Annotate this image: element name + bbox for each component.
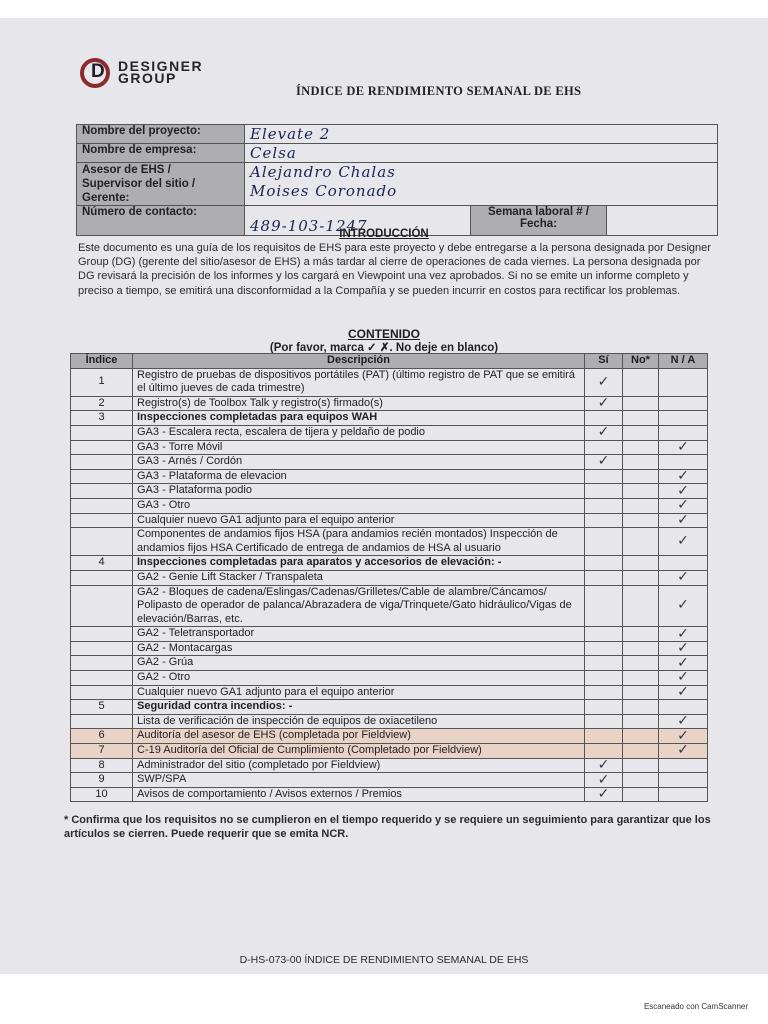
table-row [71, 773, 708, 788]
row-na-checkbox[interactable] [659, 758, 708, 773]
row-description: Avisos de comportamiento / Avisos externos / Premios [133, 787, 585, 802]
row-index [71, 714, 133, 729]
table-row [71, 641, 708, 656]
advisor-label-line-3: Gerente: [82, 192, 130, 204]
section-row [71, 411, 708, 426]
row-description: Registro de pruebas de dispositivos portátiles (PAT) (último registro de PAT que se emitirá el último jueves de cada trimestre) [133, 368, 585, 396]
row-yes-checkbox[interactable]: ✓ [585, 787, 623, 802]
row-description: Componentes de andamios fijos HSA (para andamios recién montados) Inspección de andamios fijos HSA Certificado de entrega de andamios de HSA al usuario [133, 528, 585, 556]
row-index [71, 570, 133, 585]
row-na-checkbox[interactable]: ✓ [659, 714, 708, 729]
row-description: Auditoría del asesor de EHS (completada por Fieldview) [133, 729, 585, 744]
contact-value[interactable]: 489-103-1247 [245, 206, 471, 236]
row-index [71, 498, 133, 513]
row-yes-checkbox[interactable] [585, 585, 623, 627]
table-row [71, 585, 708, 627]
row-no-checkbox[interactable] [623, 773, 659, 788]
row-no-checkbox[interactable] [623, 627, 659, 642]
row-yes-checkbox[interactable] [585, 513, 623, 528]
row-no-checkbox[interactable] [623, 513, 659, 528]
row-index [71, 513, 133, 528]
row-no-checkbox[interactable] [623, 787, 659, 802]
row-index: 9 [71, 773, 133, 788]
logo-line-2: GROUP [118, 70, 177, 86]
row-description: GA2 - Grúa [133, 656, 585, 671]
row-description: Seguridad contra incendios: - [133, 700, 585, 715]
row-yes-checkbox[interactable] [585, 469, 623, 484]
row-index: 8 [71, 758, 133, 773]
row-index [71, 440, 133, 455]
row-index [71, 455, 133, 470]
row-no-checkbox[interactable] [623, 585, 659, 627]
row-description: GA3 - Plataforma de elevacion [133, 469, 585, 484]
section-row [71, 556, 708, 571]
row-index [71, 585, 133, 627]
row-yes-checkbox[interactable] [585, 641, 623, 656]
row-yes-checkbox[interactable]: ✓ [585, 368, 623, 396]
row-description: Registro(s) de Toolbox Talk y registro(s) firmado(s) [133, 396, 585, 411]
logo-text [118, 60, 203, 84]
row-index [71, 484, 133, 499]
row-yes-checkbox[interactable] [585, 556, 623, 571]
row-na-checkbox[interactable] [659, 787, 708, 802]
table-row [71, 744, 708, 759]
table-row [71, 729, 708, 744]
row-description: GA3 - Escalera recta, escalera de tijera y peldaño de podio [133, 425, 585, 440]
row-no-checkbox[interactable] [623, 656, 659, 671]
introduction-heading: INTRODUCCIÓN [339, 228, 429, 240]
section-row [71, 700, 708, 715]
row-index: 2 [71, 396, 133, 411]
row-index: 10 [71, 787, 133, 802]
advisor-label [77, 163, 245, 206]
row-description: C-19 Auditoría del Oficial de Cumplimiento (Completado por Fieldview) [133, 744, 585, 759]
row-index [71, 641, 133, 656]
row-yes-checkbox[interactable] [585, 411, 623, 426]
footnote: * Confirma que los requisitos no se cumplieron en el tiempo requerido y se requiere un seguimiento para garantizar que los artículos se cierren. Puede requerir que se emita NCR. [64, 814, 711, 840]
row-na-checkbox[interactable] [659, 425, 708, 440]
row-yes-checkbox[interactable] [585, 528, 623, 556]
column-header-no: No* [623, 354, 659, 369]
table-row [71, 656, 708, 671]
row-no-checkbox[interactable] [623, 440, 659, 455]
row-description: Inspecciones completadas para equipos WAH [133, 411, 585, 426]
table-row [71, 627, 708, 642]
row-index: 6 [71, 729, 133, 744]
row-yes-checkbox[interactable]: ✓ [585, 758, 623, 773]
contents-rows [71, 368, 708, 802]
row-no-checkbox[interactable] [623, 556, 659, 571]
week-label: Semana laboral # / Fecha: [471, 206, 607, 236]
row-na-checkbox[interactable]: ✓ [659, 641, 708, 656]
row-no-checkbox[interactable] [623, 469, 659, 484]
row-index [71, 685, 133, 700]
advisor-label-line-2: Supervisor del sitio / [82, 178, 196, 190]
column-header-index: Índice [71, 354, 133, 369]
column-header-na: N / A [659, 354, 708, 369]
row-na-checkbox[interactable]: ✓ [659, 627, 708, 642]
row-yes-checkbox[interactable] [585, 714, 623, 729]
table-row [71, 758, 708, 773]
row-no-checkbox[interactable] [623, 528, 659, 556]
row-no-checkbox[interactable] [623, 368, 659, 396]
column-header-description: Descripción [133, 354, 585, 369]
manager-value: Moises Coronado [250, 182, 398, 200]
row-na-checkbox[interactable] [659, 411, 708, 426]
row-na-checkbox[interactable]: ✓ [659, 528, 708, 556]
row-yes-checkbox[interactable]: ✓ [585, 455, 623, 470]
logo-line-1: DESIGNER [118, 58, 204, 74]
table-row [71, 455, 708, 470]
contact-label: Número de contacto: [77, 206, 245, 236]
row-yes-checkbox[interactable] [585, 627, 623, 642]
row-no-checkbox[interactable] [623, 498, 659, 513]
row-description: GA3 - Arnés / Cordón [133, 455, 585, 470]
table-row [71, 787, 708, 802]
row-description: GA3 - Torre Móvil [133, 440, 585, 455]
row-yes-checkbox[interactable] [585, 440, 623, 455]
row-no-checkbox[interactable] [623, 685, 659, 700]
designer-group-logo [80, 58, 230, 92]
row-na-checkbox[interactable] [659, 396, 708, 411]
column-header-yes: Sí [585, 354, 623, 369]
introduction-body: Este documento es una guía de los requisitos de EHS para este proyecto y debe entregarse a la persona designada por Designer Group (DG) (gerente del sitio/asesor de EHS) a más tardar al cierre de operaciones de cada viernes. La persona designada por DG revisará la precisión de los informes y los cargará en Viewpoint una vez aprobados. Si no se emite un informe completo y preciso a tiempo, se emitirá una disconformidad a la Compañía y se pueden incurrir en costos para rectificar los problemas. [78, 242, 711, 297]
row-yes-checkbox[interactable]: ✓ [585, 396, 623, 411]
row-index: 7 [71, 744, 133, 759]
row-yes-checkbox[interactable] [585, 729, 623, 744]
row-no-checkbox[interactable] [623, 455, 659, 470]
row-yes-checkbox[interactable] [585, 700, 623, 715]
row-description: Cualquier nuevo GA1 adjunto para el equipo anterior [133, 513, 585, 528]
row-na-checkbox[interactable]: ✓ [659, 469, 708, 484]
row-yes-checkbox[interactable] [585, 656, 623, 671]
table-row [71, 714, 708, 729]
row-na-checkbox[interactable]: ✓ [659, 585, 708, 627]
row-index [71, 528, 133, 556]
row-description: GA3 - Plataforma podio [133, 484, 585, 499]
row-description: Lista de verificación de inspección de equipos de oxiacetileno [133, 714, 585, 729]
row-na-checkbox[interactable]: ✓ [659, 570, 708, 585]
row-index: 4 [71, 556, 133, 571]
row-index [71, 627, 133, 642]
row-na-checkbox[interactable] [659, 773, 708, 788]
logo-mark-icon [80, 58, 110, 88]
row-yes-checkbox[interactable] [585, 498, 623, 513]
contents-instruction: (Por favor, marca ✓ ✗. No deje en blanco) [269, 342, 499, 354]
row-index: 5 [71, 700, 133, 715]
row-yes-checkbox[interactable] [585, 671, 623, 686]
table-row [71, 528, 708, 556]
row-description: Inspecciones completadas para aparatos y accesorios de elevación: - [133, 556, 585, 571]
table-row [71, 484, 708, 499]
row-description: Administrador del sitio (completado por Fieldview) [133, 758, 585, 773]
table-row [71, 671, 708, 686]
row-description: GA2 - Genie Lift Stacker / Transpaleta [133, 570, 585, 585]
row-index [71, 469, 133, 484]
table-row [71, 570, 708, 585]
row-description: GA2 - Otro [133, 671, 585, 686]
row-no-checkbox[interactable] [623, 411, 659, 426]
row-description: SWP/SPA [133, 773, 585, 788]
table-row [71, 396, 708, 411]
row-no-checkbox[interactable] [623, 425, 659, 440]
row-no-checkbox[interactable] [623, 729, 659, 744]
row-description: GA2 - Teletransportador [133, 627, 585, 642]
row-na-checkbox[interactable] [659, 455, 708, 470]
row-no-checkbox[interactable] [623, 671, 659, 686]
advisor-value: Alejandro Chalas [250, 163, 396, 181]
row-na-checkbox[interactable]: ✓ [659, 484, 708, 499]
row-index [71, 656, 133, 671]
row-na-checkbox[interactable] [659, 368, 708, 396]
row-yes-checkbox[interactable]: ✓ [585, 773, 623, 788]
row-na-checkbox[interactable]: ✓ [659, 685, 708, 700]
scanner-watermark: Escaneado con CamScanner [643, 1002, 748, 1011]
row-na-checkbox[interactable] [659, 700, 708, 715]
row-na-checkbox[interactable]: ✓ [659, 744, 708, 759]
row-no-checkbox[interactable] [623, 484, 659, 499]
contents-table [70, 353, 708, 802]
company-label: Nombre de empresa: [77, 144, 245, 163]
project-label: Nombre del proyecto: [77, 125, 245, 144]
company-value[interactable]: Celsa [245, 144, 718, 163]
row-description: GA2 - Montacargas [133, 641, 585, 656]
table-row [71, 513, 708, 528]
row-no-checkbox[interactable] [623, 700, 659, 715]
table-row [71, 368, 708, 396]
advisor-values[interactable] [245, 163, 718, 206]
contents-heading: CONTENIDO [348, 327, 420, 341]
row-no-checkbox[interactable] [623, 714, 659, 729]
row-yes-checkbox[interactable]: ✓ [585, 425, 623, 440]
row-na-checkbox[interactable]: ✓ [659, 671, 708, 686]
document-title: ÍNDICE DE RENDIMIENTO SEMANAL DE EHS [296, 84, 582, 98]
row-description: GA2 - Bloques de cadena/Eslingas/Cadenas/Grilletes/Cable de alambre/Cáncamos/ Polipasto de operador de palanca/Abrazadera de viga/Trinquete/Gato hidráulico/Vigas de elevación/Barras, etc. [133, 585, 585, 627]
row-index [71, 671, 133, 686]
row-na-checkbox[interactable]: ✓ [659, 498, 708, 513]
row-no-checkbox[interactable] [623, 641, 659, 656]
row-index: 1 [71, 368, 133, 396]
row-no-checkbox[interactable] [623, 396, 659, 411]
row-index: 3 [71, 411, 133, 426]
project-info-table [76, 124, 718, 236]
table-row [71, 498, 708, 513]
row-no-checkbox[interactable] [623, 744, 659, 759]
row-index [71, 425, 133, 440]
row-na-checkbox[interactable] [659, 556, 708, 571]
row-description: Cualquier nuevo GA1 adjunto para el equipo anterior [133, 685, 585, 700]
table-row [71, 440, 708, 455]
project-value[interactable]: Elevate 2 [245, 125, 718, 144]
row-yes-checkbox[interactable] [585, 484, 623, 499]
scanned-page [0, 18, 768, 974]
row-no-checkbox[interactable] [623, 570, 659, 585]
row-description: GA3 - Otro [133, 498, 585, 513]
table-row [71, 425, 708, 440]
row-na-checkbox[interactable]: ✓ [659, 729, 708, 744]
table-row [71, 685, 708, 700]
row-na-checkbox[interactable]: ✓ [659, 440, 708, 455]
table-row [71, 469, 708, 484]
advisor-label-line-1: Asesor de EHS / [82, 164, 171, 176]
row-na-checkbox[interactable]: ✓ [659, 513, 708, 528]
row-yes-checkbox[interactable] [585, 570, 623, 585]
row-no-checkbox[interactable] [623, 758, 659, 773]
footer-document-code: D-HS-073-00 ÍNDICE DE RENDIMIENTO SEMANAL DE EHS [239, 954, 529, 966]
row-yes-checkbox[interactable] [585, 744, 623, 759]
row-yes-checkbox[interactable] [585, 685, 623, 700]
row-na-checkbox[interactable]: ✓ [659, 656, 708, 671]
